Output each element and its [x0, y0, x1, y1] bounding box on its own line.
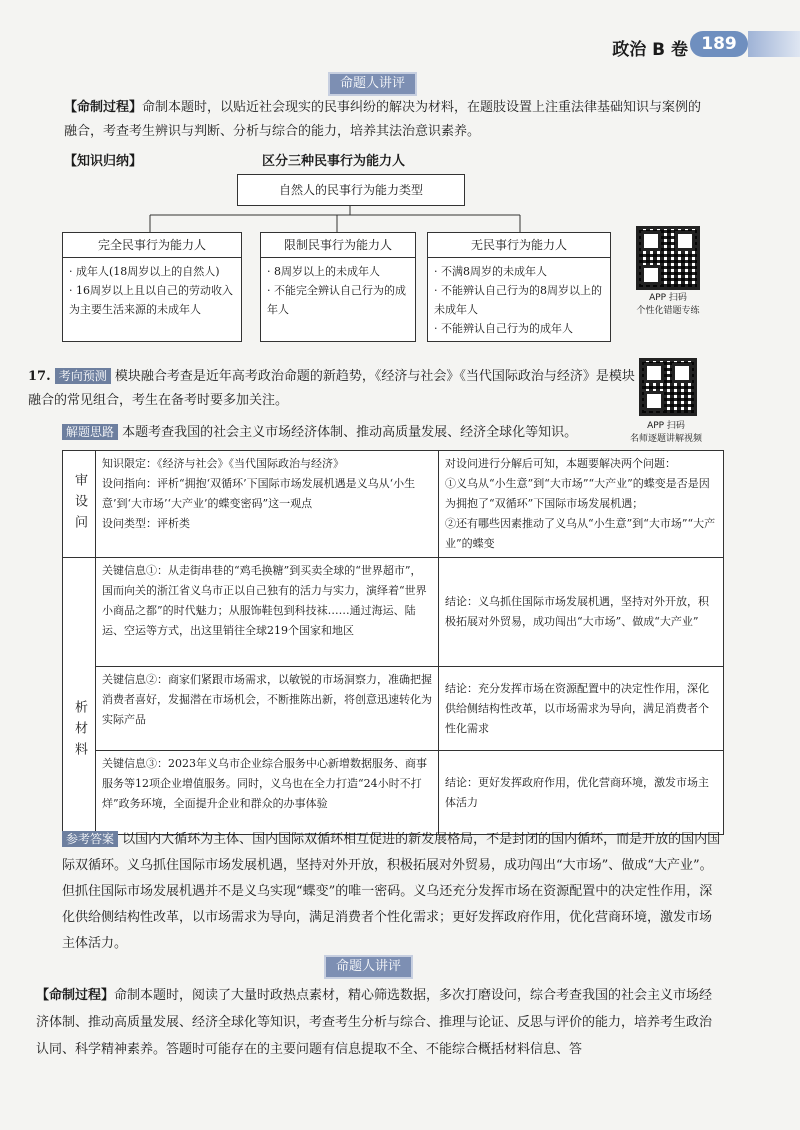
process-text: 命制本题时，阅读了大量时政热点素材，精心筛选数据，多次打磨设问，综合考查我国的社会主义市场经济体制、推动高质量发展、经济全球化等知识，考查考生分析与综合、推理与论证、反思与评价的能力，培养考生政治认同、科学精神素养。答题时可能存在的主要问题有信息提取不全、不能综合概括材料信息、答 [36, 988, 713, 1057]
commentary-banner: 命题人讲评 [324, 955, 413, 979]
type-title: 无民事行为能力人 [428, 233, 610, 258]
approach-tag: 解题思路 [62, 424, 118, 440]
approach-text: 本题考查我国的社会主义市场经济体制、推动高质量发展、经济全球化等知识。 [122, 425, 578, 440]
type-box-none [427, 232, 611, 342]
table-cell: 关键信息②：商家们紧跟市场需求，以敏锐的市场洞察力，准确把握消费者喜好，发掘潜在市场机会，不断推陈出新，将创意迅速转化为实际产品 [96, 667, 439, 751]
table-cell: 关键信息③：2023年义乌市企业综合服务中心新增数据服务、商事服务等12项企业增值服务。同时，义乌也在全力打造“24小时不打烊”政务环境，全面提升企业和群众的办事体验 [96, 751, 439, 835]
process-label: 【命制过程】 [64, 100, 143, 115]
answer-paragraph [62, 826, 722, 957]
table-cell: 知识限定：《经济与社会》《当代国际政治与经济》 设问指向：评析“拥抱‘双循环’下国际市场发展机遇是义乌从‘小生意’到‘大市场’‘大产业’的蝶变密码”这一观点 设问类型：评析类 [96, 451, 439, 558]
diagram-root: 自然人的民事行为能力类型 [237, 174, 465, 206]
table-cell: 结论：义乌抓住国际市场发展机遇，坚持对外开放，积极拓展对外贸易，成功闯出“大市场”、做成“大产业” [439, 558, 724, 667]
answer-text: 以国内大循环为主体、国内国际双循环相互促进的新发展格局，不是封闭的国内循环，而是开放的国内国际双循环。义乌抓住国际市场发展机遇，坚持对外开放，积极拓展对外贸易，成功闯出“大市场”、做成“大产业”。但抓住国际市场发展机遇并不是义乌实现“蝶变”的唯一密码。义乌还充分发挥市场在资源配置中的决定性作用，深化供给侧结构性改革，以市场需求为导向，满足消费者个性化需求；更好发挥政府作用，优化营商环境，激发市场主体活力。 [62, 832, 721, 951]
process-text: 命制本题时，以贴近社会现实的民事纠纷的解决为材料，在题肢设置上注重法律基础知识与案例的融合，考查考生辨识与判断、分析与综合的能力，培养其法治意识素养。 [64, 100, 702, 139]
approach-line [62, 420, 622, 445]
book-section-title: 政治 B 卷 [612, 40, 688, 60]
commentary-banner: 命题人讲评 [328, 72, 417, 96]
table-cell: 对设问进行分解后可知，本题要解决两个问题： ①义乌从“小生意”到“大市场”“大产业”的蝶变是否是因为拥抱了“双循环”下国际市场发展机遇； ②还有哪些因素推动了义乌从“小生意”到“大市场”“大产业”的蝶变 [439, 451, 724, 558]
page-number: 189 [690, 31, 748, 57]
type-item: · 不能完全辨认自己行为的成年人 [267, 284, 406, 316]
process-paragraph [36, 982, 724, 1063]
type-item: · 8周岁以上的未成年人 [267, 265, 380, 278]
qr-code-icon[interactable] [639, 358, 697, 416]
type-item: · 不满8周岁的未成年人 [434, 265, 547, 278]
type-box-limited [260, 232, 416, 342]
table-row [63, 558, 724, 667]
type-item: · 不能辨认自己行为的成年人 [434, 322, 573, 335]
table-row [63, 451, 724, 558]
type-list [428, 258, 610, 342]
type-item: · 16周岁以上且以自己的劳动收入为主要生活来源的未成年人 [69, 284, 233, 316]
table-cell: 结论：更好发挥政府作用，优化营商环境，激发市场主体活力 [439, 751, 724, 835]
table-row [63, 667, 724, 751]
diagram-connectors [0, 0, 800, 260]
table-cell: 关键信息①：从走街串巷的“鸡毛换糖”到买卖全球的“世界超市”，国而向关的浙江省义乌市正以自己独有的活力与实力，演绎着“世界小商品之都”的时代魅力；从服饰鞋包到科技袜……通过海运、陆运、空运等方式，出这里销往全球219个国家和地区 [96, 558, 439, 667]
type-list [261, 258, 415, 323]
process-label: 【命制过程】 [36, 988, 115, 1003]
type-title: 完全民事行为能力人 [63, 233, 241, 258]
summary-label: 【知识归纳】 [64, 154, 143, 169]
qr-caption: APP 扫码 个性化错题专练 [636, 293, 700, 316]
question-17 [28, 364, 638, 413]
type-item: · 成年人(18周岁以上的自然人) [69, 265, 220, 278]
analysis-table [62, 450, 724, 835]
type-list [63, 258, 241, 323]
row-label-cell: 析材料 [63, 558, 96, 835]
row-label-cell: 审设问 [63, 451, 96, 558]
table-cell: 结论：充分发挥市场在资源配置中的决定性作用，深化供给侧结构性改革，以市场需求为导向，满足消费者个性化需求 [439, 667, 724, 751]
qr-code-icon[interactable] [636, 226, 700, 290]
type-item: · 不能辨认自己行为的8周岁以上的未成年人 [434, 284, 602, 316]
type-title: 限制民事行为能力人 [261, 233, 415, 258]
answer-tag: 参考答案 [62, 831, 118, 847]
qr-caption: APP 扫码 名师逐题讲解视频 [629, 421, 702, 444]
question-text: 模块融合考查是近年高考政治命题的新趋势，《经济与社会》《当代国际政治与经济》是模块融合的常见组合，考生在备考时要多加关注。 [28, 369, 635, 408]
question-number: 17. [28, 369, 51, 384]
trend-tag: 考向预测 [55, 368, 111, 384]
summary-title: 区分三种民事行为能力人 [262, 154, 406, 169]
type-box-full [62, 232, 242, 342]
table-row [63, 751, 724, 835]
